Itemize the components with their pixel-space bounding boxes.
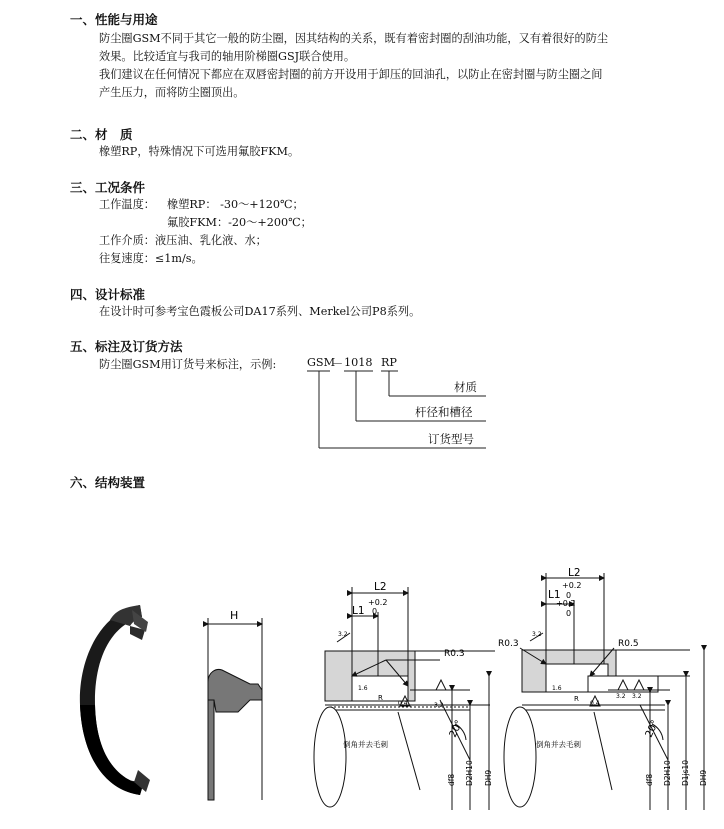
angle-label-2: 20°: [643, 718, 662, 740]
order-code-material: RP: [381, 356, 397, 369]
temp-fkm: 氟胶FKM：-20～+200℃；: [167, 216, 312, 229]
roughness-1b: 1.6: [358, 685, 368, 692]
tol-plus-2a: +0.2: [562, 581, 582, 590]
design-standard-text: 在设计时可参考宝色霞板公司DA17系列、Merkel公司P8系列。: [99, 305, 421, 318]
ordering-intro: 防尘圈GSM用订货号来标注，示例:: [99, 358, 277, 371]
roughness-1c: 3.2: [434, 702, 444, 709]
temp-label: 工作温度：: [99, 198, 155, 211]
df8-label-2: df8: [645, 773, 654, 786]
speed-text: 往复速度：≤1m/s。: [99, 252, 203, 265]
d2h10-label-2: D2H10: [663, 760, 672, 786]
label-diameter: 杆径和槽径: [415, 405, 473, 419]
angle-label-1: 20°: [447, 718, 466, 740]
seal-cross-section: [208, 618, 262, 800]
section-title-material: 二、材 质: [70, 127, 133, 142]
material-text: 橡塑RP，特殊情况下可选用氟胶FKM。: [99, 145, 300, 158]
roughness-2b: 1.6: [552, 685, 562, 692]
temp-rp: 橡塑RP： -30～+120℃；: [167, 198, 304, 211]
order-code-size: 1018: [344, 356, 373, 369]
tol-zero-1: 0: [372, 607, 378, 616]
h-dimension-label: H: [230, 609, 239, 622]
d2h10-label-1: D2H10: [465, 760, 474, 786]
install-drawing-2: [504, 573, 704, 810]
r05-label-2: R0.5: [618, 639, 639, 649]
roughness-2c: 3.2: [616, 693, 626, 700]
dh9-label-2: DH9: [699, 769, 708, 786]
chamfer-label-1: 倒角并去毛刺: [343, 740, 388, 749]
r-label-2: R: [574, 695, 579, 703]
tol-zero-2b: 0: [566, 609, 572, 618]
media-text: 工作介质：液压油、乳化液、水；: [99, 234, 267, 247]
performance-text-1: 防尘圈GSM不同于其它一般的防尘圈，因其结构的关系，既有着密封圈的刮油功能，又有着很好的防尘: [99, 32, 609, 45]
roughness-2a: 3.2: [532, 631, 542, 638]
section-title-performance: 一、性能与用途: [70, 12, 158, 27]
section-title-design-standard: 四、设计标准: [70, 287, 146, 302]
roughness-1d: 0.4: [398, 700, 408, 707]
performance-text-4: 产生压力，而将防尘圈顶出。: [99, 86, 245, 99]
l2-label-1: L2: [374, 581, 387, 593]
roughness-2e: 0.4: [590, 700, 600, 707]
chamfer-label-2: 倒角并去毛刺: [536, 740, 581, 749]
dh9-label-1: DH9: [484, 769, 493, 786]
order-code-gsm: GSM: [307, 356, 336, 369]
d1js10-label-2: D1js10: [681, 759, 690, 786]
r03-label-2: R0.3: [498, 639, 519, 649]
section-title-conditions: 三、工况条件: [70, 180, 146, 195]
l2-label-2: L2: [568, 567, 581, 579]
label-order-type: 订货型号: [428, 432, 474, 446]
l1-label-2: L1: [548, 589, 561, 601]
tol-plus-1: +0.2: [368, 598, 388, 607]
seal-ring-3d-view: [80, 605, 150, 795]
r-label-1: R: [378, 694, 383, 702]
tol-zero-2a: 0: [566, 591, 572, 600]
r03-label-1: R0.3: [444, 649, 465, 659]
label-material: 材质: [454, 380, 477, 394]
tol-plus-2b: +0.2: [556, 599, 576, 608]
df8-label-1: df8: [447, 773, 456, 786]
roughness-2d: 3.2: [632, 693, 642, 700]
section-title-ordering: 五、标注及订货方法: [70, 339, 183, 354]
section-title-structure: 六、结构装置: [70, 475, 146, 490]
performance-text-3: 我们建议在任何情况下都应在双唇密封圈的前方开设用于卸压的回油孔，以防止在密封圈与防尘圈之间: [99, 68, 603, 81]
performance-text-2: 效果。比较适宜与我司的轴用阶梯圈GSJ联合使用。: [99, 50, 356, 63]
structure-drawings: [0, 540, 724, 829]
roughness-1a: 3.2: [338, 631, 348, 638]
order-code-dash: －: [332, 358, 344, 371]
l1-label-1: L1: [352, 605, 365, 617]
